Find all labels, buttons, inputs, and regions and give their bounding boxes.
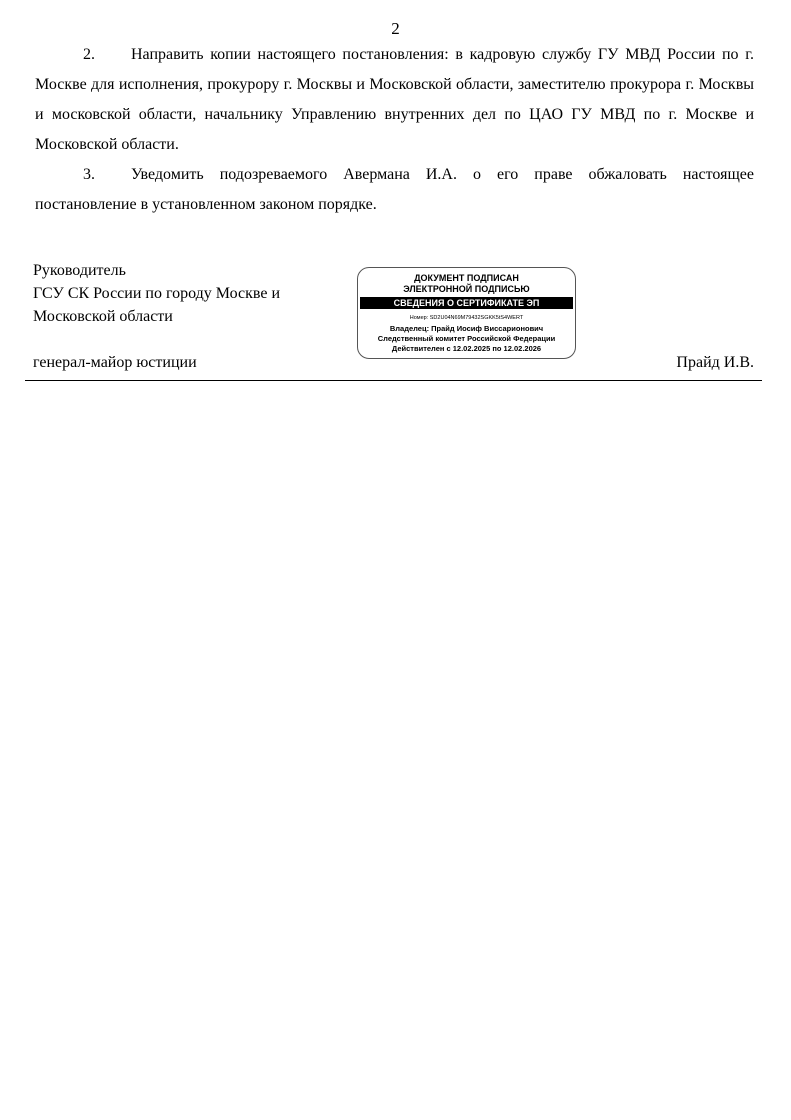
stamp-title — [358, 273, 575, 295]
paragraph-2 — [35, 40, 754, 160]
paragraph-text: Направить копии настоящего постановления: в кадровую службу ГУ МВД России по г. Москве для исполнения, прокурору г. Москвы и Московской области, заместителю прокурора г. Москвы и московской области, начальнику Управлению внутренних дел по ЦАО ГУ МВД по г. Москве и Московской области. — [35, 46, 754, 153]
position-line: Руководитель — [33, 262, 126, 279]
stamp-title-line: ДОКУМЕНТ ПОДПИСАН — [414, 273, 519, 283]
certificate-organization: Следственный комитет Российской Федерации — [377, 334, 556, 343]
paragraph-text: Уведомить подозреваемого Авермана И.А. о его праве обжаловать настоящее постановление в установленном законом порядке. — [35, 166, 754, 213]
signer-rank: генерал-майор юстиции — [33, 354, 197, 371]
position-line: Московской области — [33, 308, 173, 325]
page-number: 2 — [391, 19, 400, 38]
position-line: ГСУ СК России по городу Москве и — [33, 285, 281, 302]
signer-name: Прайд И.В. — [676, 354, 754, 371]
paragraph-number: 2. — [83, 46, 95, 63]
certificate-owner: Владелец: Прайд Иосиф Виссарионович — [389, 324, 544, 333]
paragraph-3 — [35, 160, 754, 220]
document-body — [35, 40, 754, 220]
certificate-heading: СВЕДЕНИЯ О СЕРТИФИКАТЕ ЭП — [360, 297, 573, 309]
certificate-number: Номер: SD2U04N69M79432SGKK5tS4WERT — [409, 315, 524, 321]
paragraph-number: 3. — [83, 166, 95, 183]
bottom-divider — [25, 380, 762, 381]
stamp-title-line: ЭЛЕКТРОННОЙ ПОДПИСЬЮ — [403, 284, 530, 294]
certificate-validity: Действителен с 12.02.2025 по 12.02.2026 — [391, 344, 542, 353]
signer-position — [33, 259, 280, 328]
electronic-signature-stamp — [357, 267, 576, 359]
